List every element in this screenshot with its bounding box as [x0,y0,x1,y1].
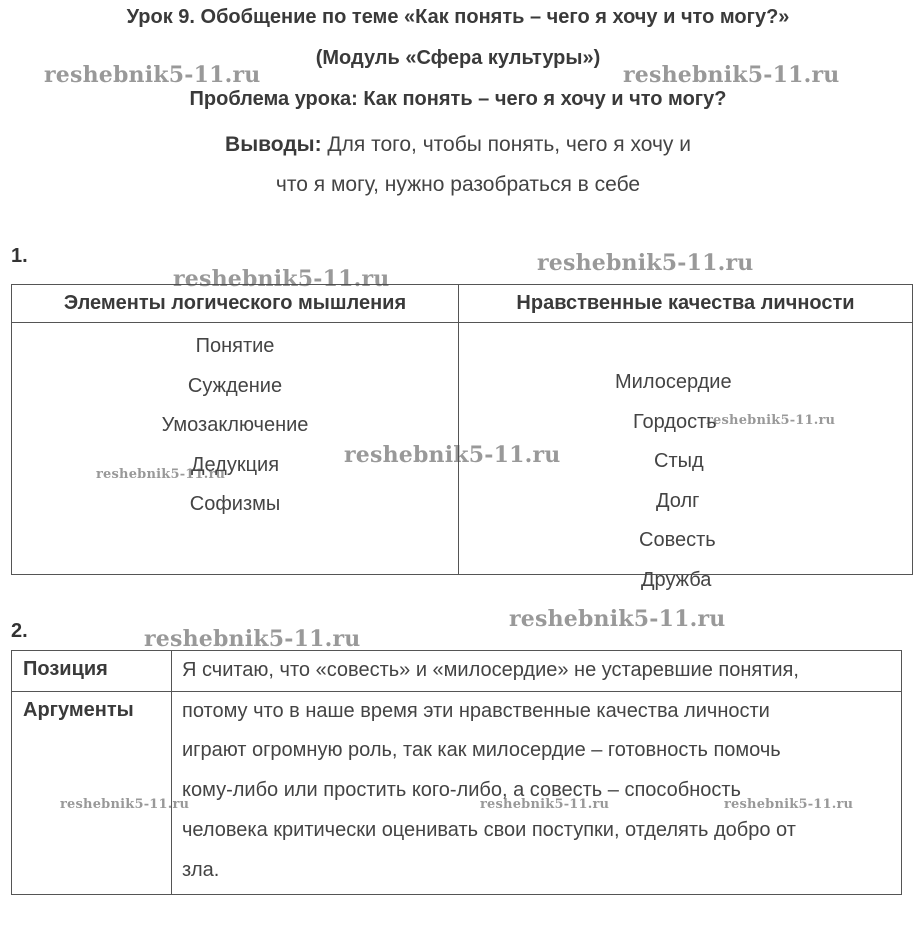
task-1-table [11,284,913,591]
list-item: Умозаключение [161,414,309,436]
position-text: Я считаю, что «совесть» и «милосердие» не устаревшие понятия, [172,651,902,692]
list-item: Милосердие [615,371,732,393]
arguments-line: играют огромную роль, так как милосердие – готовность помочь [182,739,781,762]
conclusions-text-1: Для того, чтобы понять, чего я хочу и [321,133,691,156]
logic-elements-header: Элементы логического мышления [12,285,459,323]
list-item: Совесть [639,529,716,551]
conclusions-line-1 [0,125,916,165]
conclusions [0,125,916,205]
watermark: reshebnik5-11.ru [724,797,854,812]
watermark: reshebnik5-11.ru [344,442,561,468]
module-subtitle: (Модуль «Сфера культуры») [315,47,601,69]
arguments-label: Аргументы [12,691,172,894]
task-2-table [11,650,902,895]
lesson-title: Урок 9. Обобщение по теме «Как понять – чего я хочу и что могу?» [126,6,790,28]
watermark: reshebnik5-11.ru [480,797,610,812]
list-item: Софизмы [189,493,281,515]
list-item: Понятие [195,335,275,357]
watermark: reshebnik5-11.ru [60,797,190,812]
arguments-line: зла. [182,858,220,881]
list-item: Гордость [633,411,717,433]
arguments-row [12,691,902,894]
watermark: reshebnik5-11.ru [44,62,261,88]
task-1-header-row [12,285,913,323]
list-item: Дружба [641,569,712,591]
list-item: Долг [656,490,700,512]
list-item: Дедукция [190,453,280,476]
list-item: Стыд [654,450,704,472]
watermark: reshebnik5-11.ru [537,250,754,276]
conclusions-line-2: что я могу, нужно разобраться в себе [275,173,641,196]
watermark: reshebnik5-11.ru [144,626,361,652]
task-2-number: 2. [11,620,28,642]
watermark: reshebnik5-11.ru [173,266,390,292]
list-item: Суждение [187,374,283,397]
arguments-text [172,691,902,894]
watermark: reshebnik5-11.ru [96,467,226,482]
moral-qualities-header: Нравственные качества личности [459,285,913,323]
conclusions-label: Выводы: [225,133,322,156]
watermark: reshebnik5-11.ru [706,413,836,428]
lesson-problem: Проблема урока: Как понять – чего я хочу и что могу? [189,88,727,110]
task-1-number: 1. [11,245,28,267]
position-row [12,651,902,692]
position-label: Позиция [12,651,172,692]
watermark: reshebnik5-11.ru [509,606,726,632]
watermark: reshebnik5-11.ru [623,62,840,88]
logic-elements-list [12,323,458,531]
arguments-line: кому-либо или простить кого-либо, а совесть – способность [182,779,741,802]
arguments-line: потому что в наше время эти нравственные качества личности [182,699,770,722]
arguments-line: человека критически оценивать свои поступки, отделять добро от [182,818,796,841]
